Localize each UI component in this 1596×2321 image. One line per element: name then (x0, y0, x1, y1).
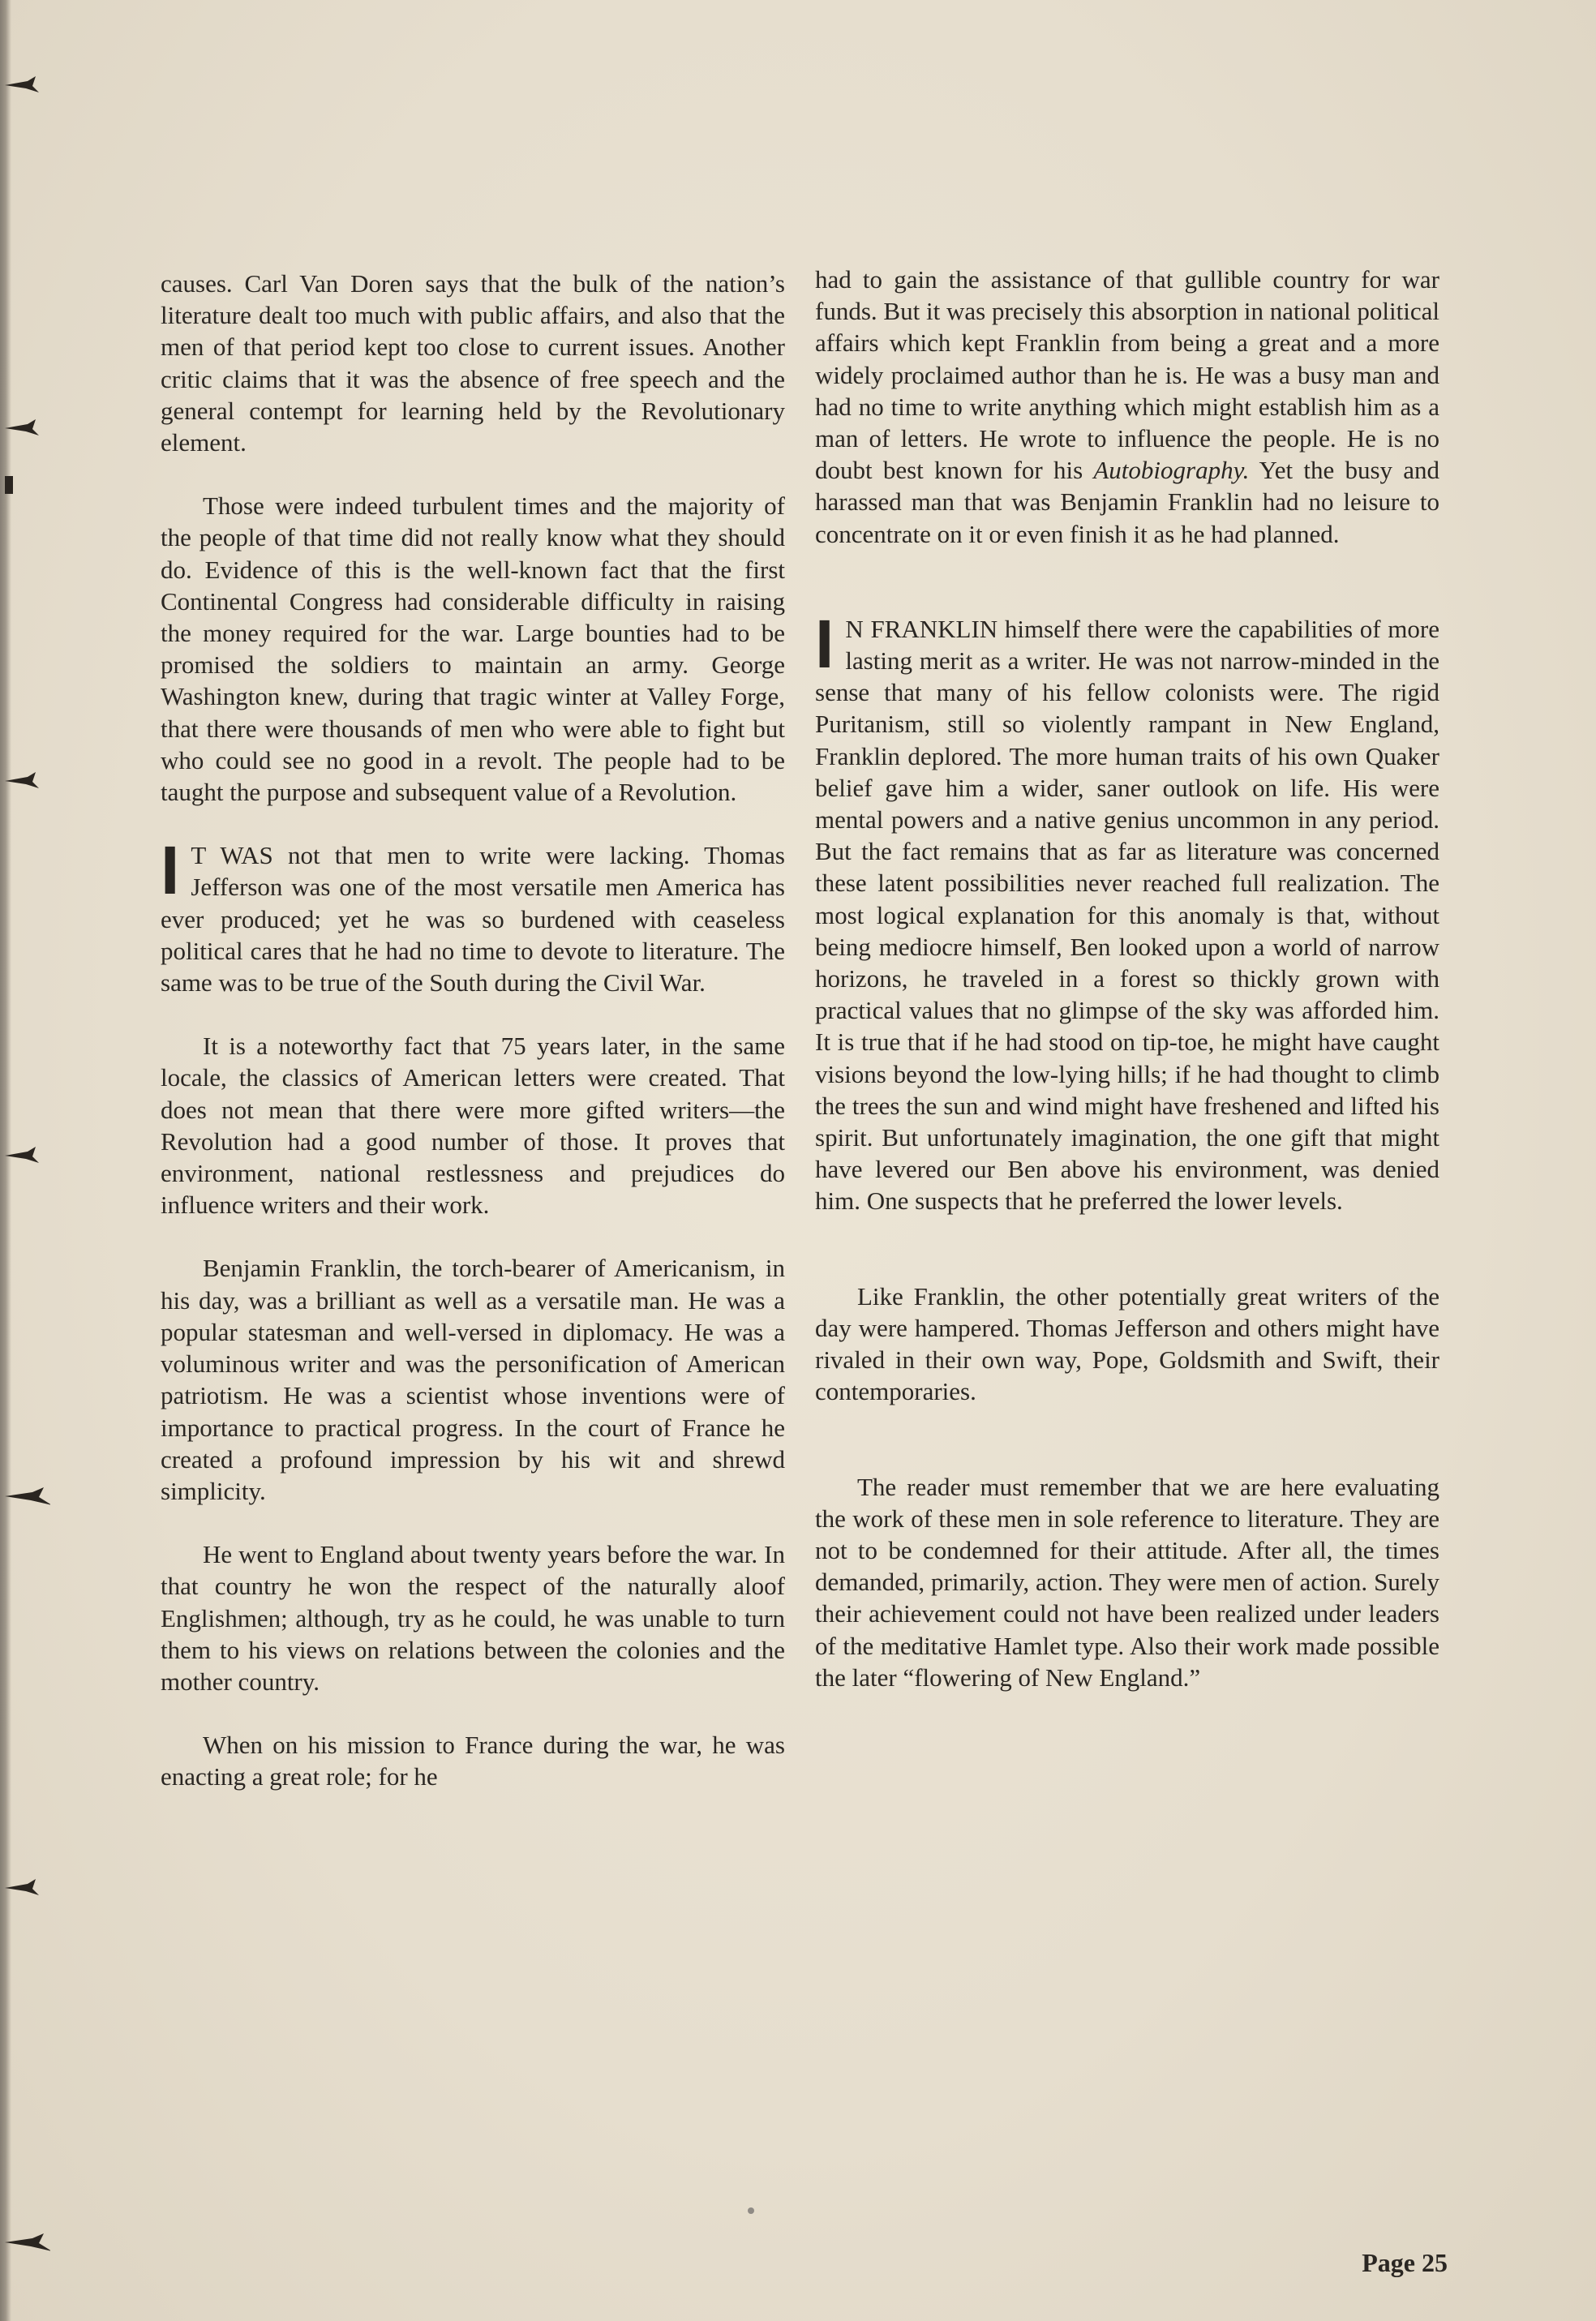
page-number: Page 25 (1362, 2248, 1448, 2277)
binding-hole-mark (3, 2232, 50, 2253)
paragraph-text: had to gain the assistance of that gullible country for war funds. But it was precisely this absorption in national political affairs which kept Franklin from being a great and a more widely proclaimed author than he is. He was a busy man and had no time to write anything which might establish him as a man of letters. He wrote to influence the people. He is no doubt best known for his (815, 265, 1439, 485)
paragraph: The reader must remember that we are here evaluating the work of these men in sole reference to literature. They are not to be condemned for their attitude. After all, the times demanded, primarily, action. They were men of action. Surely their achievement could not have been realized under leaders of the meditative Hamlet type. Also their work made possible the later “flowering of New England.” (815, 1472, 1439, 1692)
binding-hole-mark (3, 1877, 50, 1898)
paragraph-text: N FRANKLIN himself there were the capabilities of more lasting merit as a writer. He was not narrow-minded in the sense that many of his fellow colonists were. The rigid Puritanism, still so violently rampant in New England, Franklin deplored. The more human traits of his own Quaker belief gave him a wider, saner outlook on life. His were mental powers and a native genius uncommon in any period. But the fact remains that as far as literature was concerned these latent possibilities never reached full realization. The most logical explanation for this anomaly is that, without being mediocre himself, Ben looked upon a world of narrow horizons, he traveled in a forest so thickly grown with practical values that no glimpse of the sky was afforded him. It is true that if he had stood on tip-toe, he might have caught visions beyond the low-lying hills; if he had thought to climb the trees the sun and wind might have freshened and lifted his spirit. But unfortunately imagination, the one gift that might have levered our Ben above his environment, was denied him. One suspects that he preferred the lower levels. (815, 614, 1439, 1216)
left-column (161, 268, 785, 1825)
paragraph-text: T WAS not that men to write were lacking. Thomas Jefferson was one of the most versatile men America has ever produced; yet he was so burdened with ceaseless political cares that he had no time to devote to literature. The same was to be true of the South during the Civil War. (161, 841, 785, 997)
paragraph-text: Yet the busy and harassed man that was Benjamin Franklin had no leisure to concentrate on it or even finish it as he had planned. (815, 456, 1439, 548)
paragraph (815, 264, 1439, 550)
dropcap: I (161, 832, 180, 909)
paragraph: He went to England about twenty years before the war. In that country he won the respect of the naturally aloof Englishmen; although, try as he could, he was unable to turn them to his views on relations between the colonies and the mother country. (161, 1540, 785, 1696)
book-title-italic: Autobiography. (1093, 456, 1250, 485)
paragraph: causes. Carl Van Doren says that the bulk of the nation’s literature dealt too much with public affairs, and also that the men of that period kept too close to current issues. Another critic claims that it was the absence of free speech and the general contempt for learning held by the Revolutionary element. (161, 269, 785, 457)
print-speck (748, 2207, 754, 2214)
paragraph: When on his mission to France during the war, he was enacting a great role; for he (161, 1731, 785, 1791)
paragraph: Benjamin Franklin, the torch-bearer of Americanism, in his day, was a brilliant as well as a versatile man. He was a popular statesman and well-versed in diplomacy. He was a voluminous writer and was the personification of American patriotism. He was a scientist whose inventions were of importance to practical progress. In the court of France he created a profound impression by his wit and shrewd simplicity. (161, 1254, 785, 1505)
binding-hole-mark (3, 474, 50, 496)
binding-hole-mark (3, 418, 50, 439)
paragraph: Those were indeed turbulent times and the majority of the people of that time did not really know what they should do. Evidence of this is the well-known fact that the first Continental Congress had considerable difficulty in raising the money required for the war. Large bounties had to be promised the soldiers to maintain an army. George Washington knew, during that tragic winter at Valley Forge, that there were thousands of men who were able to fight but who could see no good in a revolt. The people had to be taught the purpose and subsequent value of a Revolution. (161, 491, 785, 807)
paragraph-with-dropcap (815, 605, 1439, 1217)
binding-hole-mark (3, 1486, 50, 1507)
paragraph: It is a noteworthy fact that 75 years later, in the same locale, the classics of American letters were created. That does not mean that there were more gifted writers—the Revolution had a good number of those. It proves that environment, national restlessness and prejudices do influence writers and their work. (161, 1032, 785, 1220)
binding-hole-mark (3, 770, 50, 792)
paragraph: Like Franklin, the other potentially great writers of the day were hampered. Thomas Jefferson and others might have rivaled in their own way, Pope, Goldsmith and Swift, their contemporaries. (815, 1281, 1439, 1406)
binding-hole-mark (3, 75, 50, 96)
binding-hole-mark (3, 1145, 50, 1166)
dropcap: I (815, 605, 834, 682)
right-column (815, 264, 1439, 1725)
paragraph-with-dropcap (161, 832, 785, 998)
